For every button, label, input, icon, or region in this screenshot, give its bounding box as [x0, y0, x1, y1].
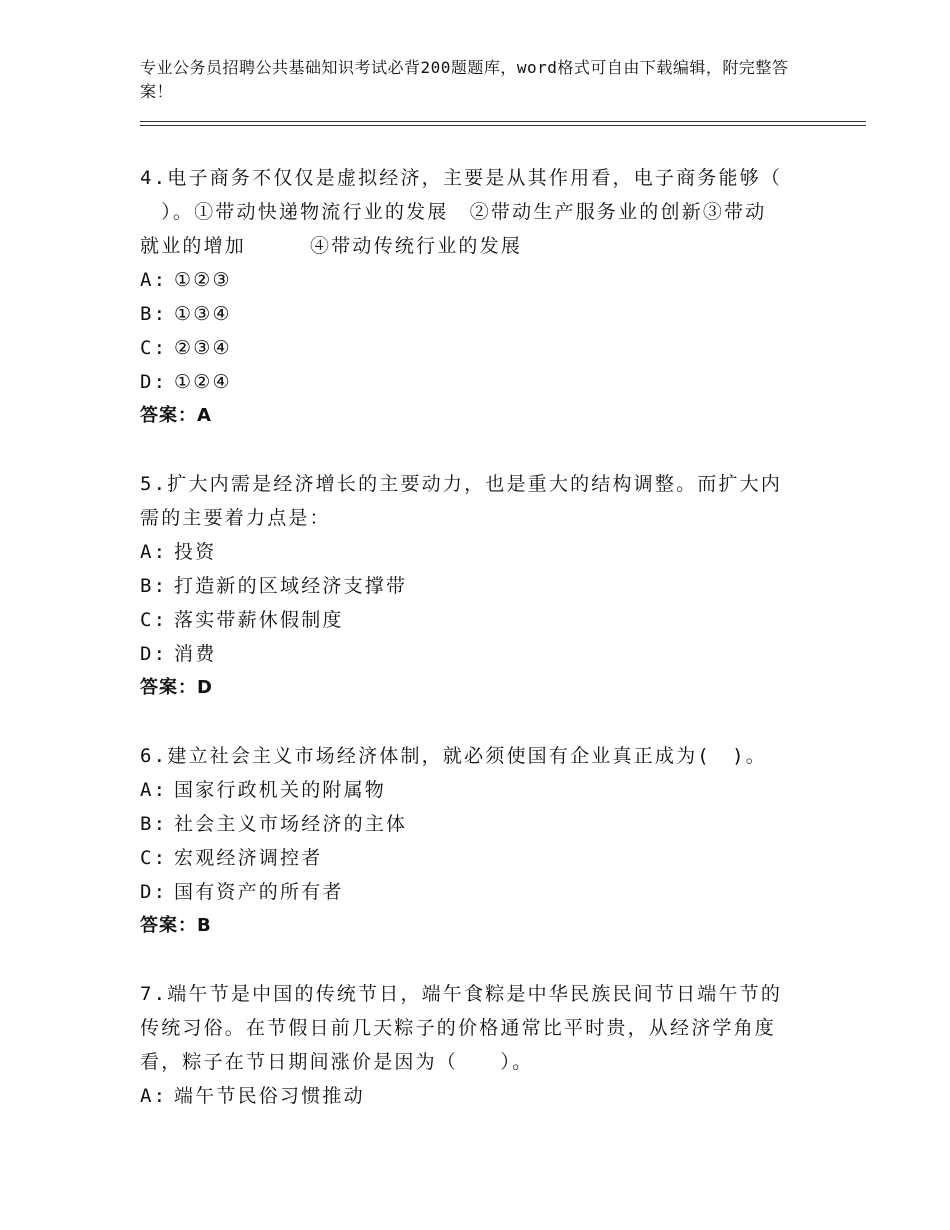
option-text: 宏观经济调控者 [174, 847, 323, 869]
option-letter: B: [140, 575, 168, 597]
question-6 [140, 739, 800, 943]
header-divider-top [140, 121, 866, 122]
stem-line: 5.扩大内需是经济增长的主要动力，也是重大的结构调整。而扩大内 [140, 473, 783, 495]
option-letter: A: [140, 269, 168, 291]
question-stem [140, 467, 800, 535]
option-a [140, 263, 800, 297]
question-list [140, 161, 800, 1147]
option-a [140, 1079, 800, 1113]
answer-line: 答案：D [140, 677, 213, 698]
question-stem [140, 161, 800, 263]
option-b [140, 297, 800, 331]
option-text: 投资 [174, 541, 217, 563]
option-text: 国有资产的所有者 [174, 881, 344, 903]
option-c [140, 603, 800, 637]
option-a [140, 535, 800, 569]
stem-line: 需的主要着力点是： [140, 507, 331, 529]
option-letter: D: [140, 371, 168, 393]
option-text: 国家行政机关的附属物 [174, 779, 387, 801]
option-letter: C: [140, 337, 168, 359]
option-a [140, 773, 800, 807]
option-b [140, 807, 800, 841]
answer-line: 答案：B [140, 915, 212, 936]
option-c [140, 841, 800, 875]
option-letter: A: [140, 541, 168, 563]
option-b [140, 569, 800, 603]
answer-line: 答案：A [140, 405, 212, 426]
stem-line: 6.建立社会主义市场经济体制，就必须使国有企业真正成为( )。 [140, 745, 767, 767]
option-text: 消费 [174, 643, 217, 665]
option-d [140, 637, 800, 671]
question-stem [140, 977, 800, 1079]
option-letter: D: [140, 643, 168, 665]
option-letter: A: [140, 1085, 168, 1107]
stem-line: 看，粽子在节日期间涨价是因为（ ）。 [140, 1051, 534, 1073]
stem-segment: 就业的增加 [140, 235, 247, 257]
option-d [140, 875, 800, 909]
question-4 [140, 161, 800, 433]
option-letter: D: [140, 881, 168, 903]
option-letter: C: [140, 847, 168, 869]
option-c [140, 331, 800, 365]
option-letter: C: [140, 609, 168, 631]
option-text: 社会主义市场经济的主体 [174, 813, 408, 835]
option-letter: B: [140, 813, 168, 835]
question-7 [140, 977, 800, 1113]
option-letter: B: [140, 303, 168, 325]
stem-line: ）。①带动快递物流行业的发展 ②带动生产服务业的创新③带动 [140, 201, 767, 223]
stem-line: 4.电子商务不仅仅是虚拟经济，主要是从其作用看，电子商务能够（ [140, 167, 783, 189]
option-text: 打造新的区域经济支撑带 [174, 575, 408, 597]
document-header: 专业公务员招聘公共基础知识考试必背200题题库，word格式可自由下载编辑，附完整答案！ [140, 58, 789, 101]
stem-line [140, 229, 800, 263]
question-5 [140, 467, 800, 705]
option-text: ①②③ [174, 269, 232, 291]
header-divider-bottom [140, 125, 866, 126]
stem-line: 传统习俗。在节假日前几天粽子的价格通常比平时贵，从经济学角度 [140, 1017, 777, 1039]
question-stem [140, 739, 800, 773]
option-d [140, 365, 800, 399]
option-text: 落实带薪休假制度 [174, 609, 344, 631]
stem-line: 7.端午节是中国的传统节日，端午食粽是中华民族民间节日端午节的 [140, 983, 783, 1005]
option-text: 端午节民俗习惯推动 [174, 1085, 365, 1107]
option-text: ②③④ [174, 337, 232, 359]
stem-segment: ④带动传统行业的发展 [310, 235, 523, 257]
option-letter: A: [140, 779, 168, 801]
option-text: ①②④ [174, 371, 232, 393]
option-text: ①③④ [174, 303, 232, 325]
